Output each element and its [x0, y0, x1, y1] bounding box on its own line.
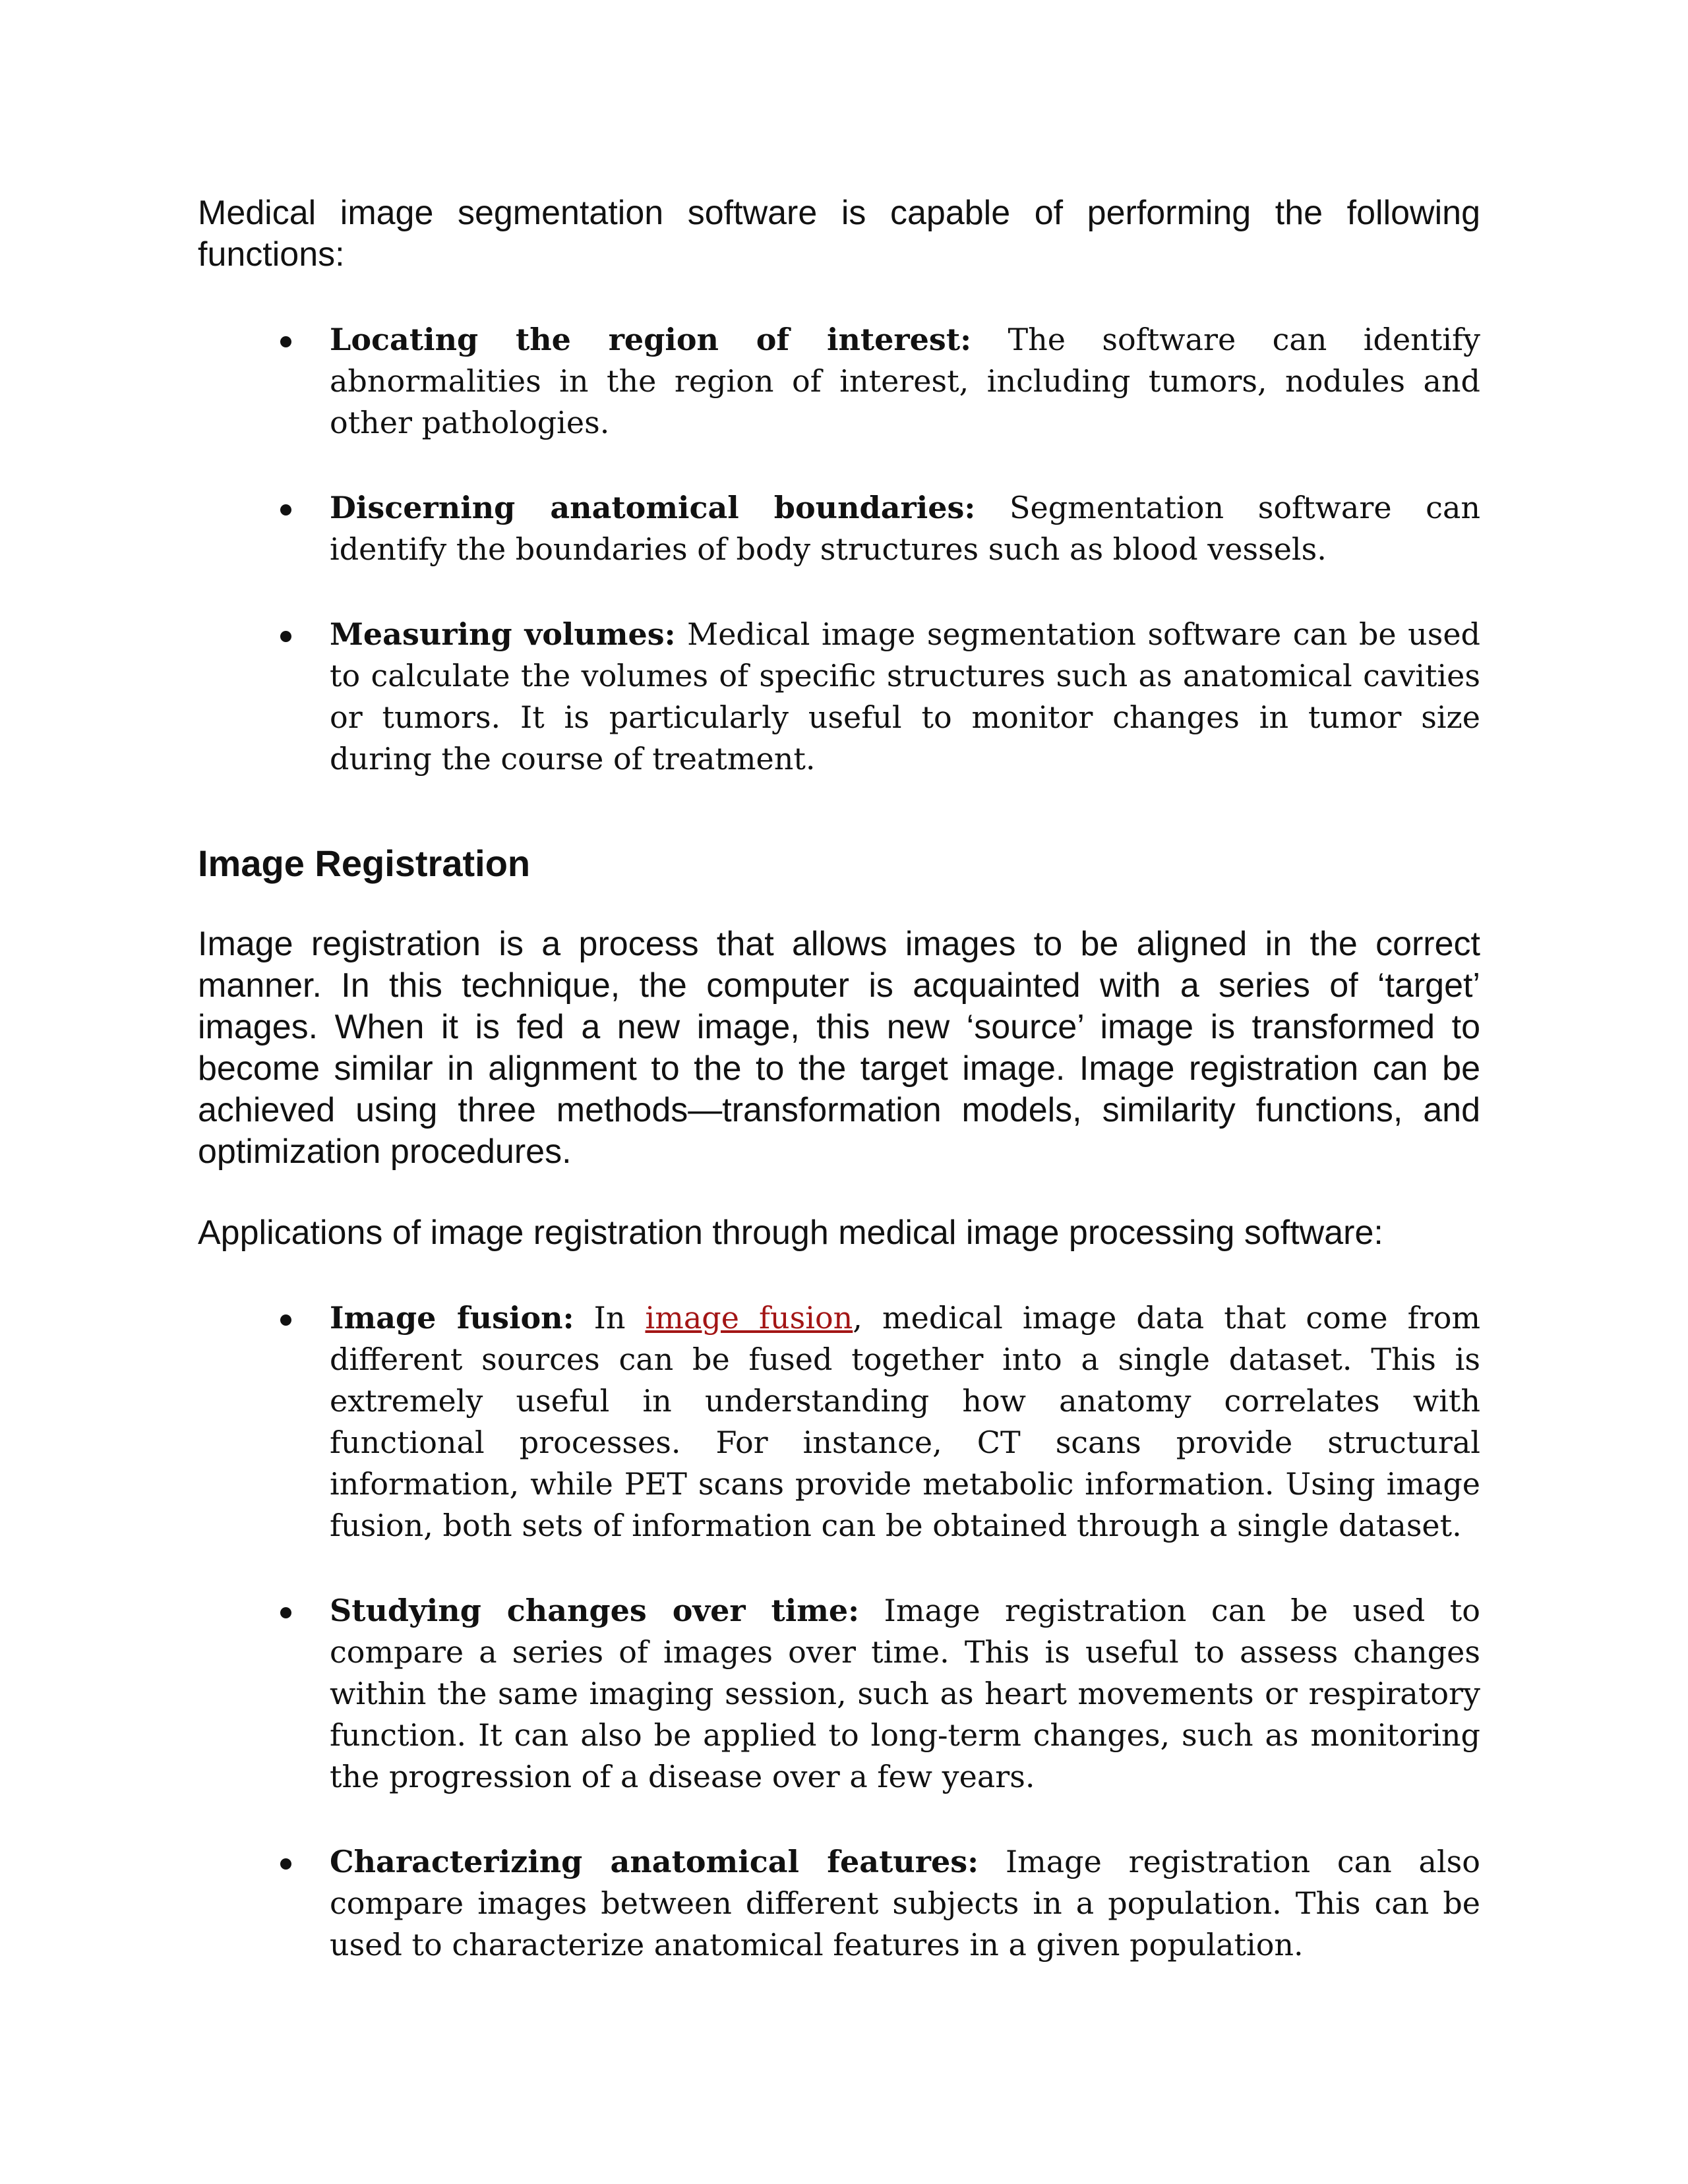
- bullet-icon: [280, 1314, 291, 1326]
- list-item-term: Discerning anatomical boundaries:: [330, 490, 976, 525]
- list-item-term: Characterizing anatomical features:: [330, 1844, 979, 1879]
- registration-paragraph: Image registration is a process that allows images to be aligned in the correct manner. In this technique, the computer is acquainted with a series of ‘target’ images. When it is fed a new image, this new ‘source’ image is transformed to become similar in alignment to the to the target image. Image registration can be achieved using three methods—transformation models, similarity functions, and optimization procedures.: [198, 925, 1480, 1171]
- bullet-icon: [280, 1858, 291, 1870]
- list-item-text: Image registration can also compare images between different subjects in a population. This can be used to characterize anatomical features in a given population.: [330, 1844, 1480, 1963]
- list-item: [198, 1590, 1480, 1798]
- image-fusion-link[interactable]: image fusion: [645, 1300, 853, 1336]
- list-item: [198, 614, 1480, 780]
- bullet-icon: [280, 504, 291, 516]
- list-item-term: Image fusion:: [330, 1300, 574, 1336]
- segmentation-intro: Medical image segmentation software is capable of performing the following functions:: [198, 194, 1480, 274]
- bullet-icon: [280, 631, 291, 642]
- bullet-icon: [280, 336, 291, 347]
- list-item-text: The software can identify abnormalities in the region of interest, including tumors, nodules and other pathologies.: [330, 322, 1480, 440]
- list-item-text: Image registration can be used to compare a series of images over time. This is useful to assess changes within the same imaging session, such as heart movements or respiratory function. It can also be applied to long-term changes, such as monitoring the progression of a disease over a few years.: [330, 1593, 1480, 1794]
- list-item-term: Locating the region of interest:: [330, 322, 972, 357]
- list-item-text: , medical image data that come from different sources can be fused together into a single dataset. This is extremely useful in understanding how anatomy correlates with functional processes. For instance, CT scans provide structural information, while PET scans provide metabolic information. Using image fusion, both sets of information can be obtained through a single dataset.: [330, 1300, 1481, 1543]
- document-page: [198, 192, 1480, 1966]
- list-item: [198, 319, 1480, 444]
- list-item-text: Medical image segmentation software can be used to calculate the volumes of specific structures such as anatomical cavities or tumors. It is particularly useful to monitor changes in tumor size during the course of treatment.: [330, 616, 1481, 777]
- segmentation-function-list: [198, 319, 1480, 780]
- section-heading-image-registration: Image Registration: [198, 842, 531, 884]
- applications-list: [198, 1297, 1480, 1966]
- list-item: [198, 1297, 1480, 1547]
- list-item-term: Measuring volumes:: [330, 616, 676, 652]
- list-item-text: Segmentation software can identify the boundaries of body structures such as blood vessels.: [330, 490, 1480, 567]
- list-item-term: Studying changes over time:: [330, 1593, 860, 1628]
- list-item-text: In: [574, 1300, 646, 1336]
- list-item: [198, 1841, 1480, 1966]
- applications-intro: Applications of image registration through medical image processing software:: [198, 1214, 1383, 1252]
- bullet-icon: [280, 1607, 291, 1618]
- list-item: [198, 487, 1480, 570]
